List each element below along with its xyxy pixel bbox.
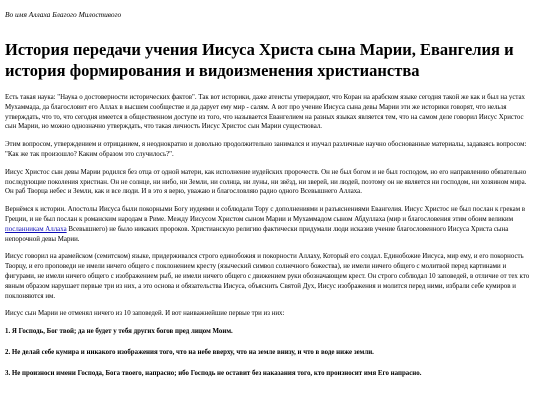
paragraph-history-text-2: Всевышнего) не было никаких пророков. Христианскую религию фактически придумали люди исказив учение благословенного Иисуса Христа сына непорочной девы Марии. xyxy=(5,225,509,243)
paragraph-history-text-1: Вернёмся к истории. Апостолы Иисуса были покорными Богу иудеями и соблюдали Тору с дополнениями и разъяснениями Евангелия. Иисус Христос не был послан к грекам в Греции, и не был послан к романским народам в Риме. Между Иисусом Христом сыном Марии и Мухаммадом сыном Абдуллаха (мир и благословения этим обоим великим xyxy=(5,206,526,223)
commandment-1: 1. Я Господь, Бог твой; да не будет у тебя других богов пред лицом Моим. xyxy=(5,328,233,336)
paragraph-monotheism: Иисус говорил на арамейском (семитском) языке, придерживался строго единобожия и покорности Аллаху, Который его создал. Единобожие Иисуса, мир ему, и его покорность Творцу, и его проповеди не имели ничего общего с поклонением кресту (языческий символ солнечного божества), не имели ничего общего с молитвой перед картинами и фигурами, не имели ничего общего с изображением рыб, не имели ничего общего с движением руки обозначающем крест. Он строго соблюдал 10 заповедей, в отличие от тех кто явным образом нарушает первые три из них, а это основа и обязательства Иисуса, объяснить Святой Дух, Иисус изображения и молится перед ними, избрали себе кумиров и поклоняются им. xyxy=(5,253,530,300)
paragraph-jesus-birth: Иисус Христос сын девы Марии родился без отца от одной матери, как исполнение иудейских пророчеств. Он не был богом и не был господом, но его направлению обязательно последующие поколения христиан. Он не солнце, ни нибо, ни Земли, ни солнца, ни луны, ни звёзд, ни зверей, ни людей, поэтому он не является ни господом, ни хозяином мира. Он раб Творца небес и Земли, как и все люди. И в это я верю, уважаю и благословляю радио одного Всевышнего Аллаха. xyxy=(5,168,527,196)
page-title: История передачи учения Иисуса Христа сына Марии, Евангелия и история формирования и видоизменения христианства xyxy=(5,40,514,80)
basmala-line: Во имя Аллаха Благого Милостивого xyxy=(5,10,122,19)
paragraph-question: Этим вопросом, утверждением и отрицанием, я неоднократно и довольно продолжительно занимался и изучал различные научно обоснованные материалы, задаваясь вопросом: "Как же так произошло? Каким образом это случилось?". xyxy=(5,141,527,158)
messengers-link[interactable]: посланникам Аллаха xyxy=(5,225,67,233)
paragraph-commandments-intro: Иисус сын Марии не отменял ничего из 10 заповедей. И вот наиважнейшие первые три из них: xyxy=(5,310,285,318)
commandment-2: 2. Не делай себе кумира и никакого изображения того, что на небе вверху, что на земле внизу, и что в воде ниже земли. xyxy=(5,348,374,356)
commandment-3: 3. Не произноси имени Господа, Бога твоего, напрасно; ибо Господь не оставит без наказания того, кто произносит имя Его напрасно. xyxy=(5,369,422,377)
paragraph-intro: Есть такая наука: "Наука о достоверности исторических фактов". Так вот историки, даже атеисты утверждают, что Коран на арабском языке сегодня такой же как и был на устах Мухаммада, да благословит его Аллах в высшем сообществе и да дарует ему мир - салям. А вот про учение Иисуса сына девы Марии эти же историки говорят, что нельзя утверждать, что то, что сегодня имеется в общественном доступе из того, что называется Евангелием на разных языках является тем, что на самом деле говорил Иисус Христос сын Марии, но можно однозначно утверждать, что такая личность Иисус Христос сын Марии существовал. xyxy=(5,94,525,131)
paragraph-history xyxy=(5,205,532,244)
